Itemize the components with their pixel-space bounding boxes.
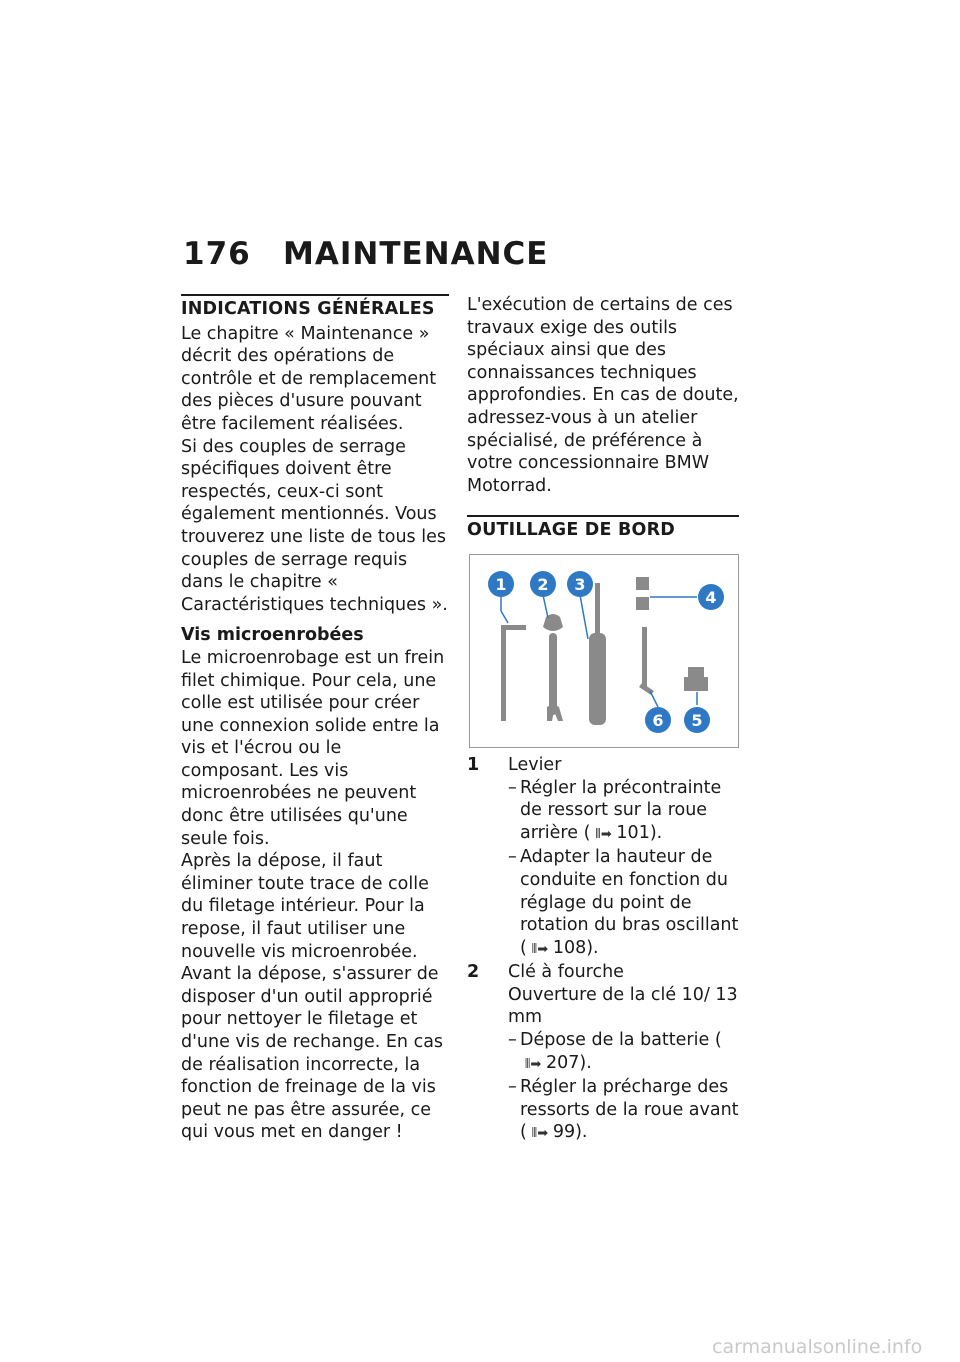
callout-label-2: 2	[537, 574, 549, 594]
legend-label: Levier	[508, 754, 562, 775]
legend-number: 1	[467, 754, 480, 775]
subsection-title: Vis microenrobées	[181, 625, 364, 646]
callout-label-6: 6	[652, 710, 664, 730]
paragraph: Après la dépose, il faut éliminer toute trace de colle du filetage intérieur. Pour la repose, il faut utiliser une nouvelle vis microenrobée. Avant la dépose, s'assurer de disposer d'un outil approprié pour nettoyer le filetage et d'une vis de rechange. En cas de réalisation incorrecte, la fonction de freinage de la vis peut ne pas être assurée, ce qui vous met en danger !	[181, 851, 444, 1143]
bullet-item: – Régler la précharge des ressorts de la roue avant ( ⦀➡ 99).	[508, 1076, 739, 1146]
callout-label-1: 1	[495, 574, 507, 594]
hex-key-tool	[639, 627, 654, 695]
page-reference-arrow-icon: ⦀➡	[531, 941, 549, 957]
toolkit-figure	[469, 554, 739, 748]
section-title-toolkit: OUTILLAGE DE BORD	[467, 515, 739, 542]
legend-item	[467, 754, 739, 961]
page-reference-arrow-icon: ⦀➡	[524, 1056, 542, 1072]
page-number: 176	[183, 236, 251, 272]
legend-sublabel: Ouverture de la clé 10/ 13 mm	[508, 984, 738, 1028]
paragraph: Le microenrobage est un frein filet chimique. Pour cela, une colle est utilisée pour créer une connexion solide entre la vis et l'écrou ou le composant. Les vis microenrobées ne peuvent donc être utilisées qu'une seule fois.	[181, 647, 445, 849]
legend-label: Clé à fourche	[508, 962, 624, 983]
page-reference-link[interactable]: 101	[616, 822, 650, 843]
callout-label-5: 5	[691, 710, 703, 730]
screwdriver-tool	[589, 583, 606, 725]
section-title-general: INDICATIONS GÉNÉRALES	[181, 294, 449, 321]
callout-label-3: 3	[574, 574, 586, 594]
page-reference-arrow-icon: ⦀➡	[531, 1126, 549, 1142]
left-column	[181, 294, 449, 1144]
callout-label-4: 4	[705, 587, 717, 607]
page-header	[183, 236, 548, 272]
legend-number: 2	[467, 962, 480, 983]
bullet-item: – Régler la précontrainte de ressort sur la roue arrière ( ⦀➡ 101).	[508, 777, 739, 847]
bit-set-tool	[636, 577, 649, 610]
page-reference-link[interactable]: 99	[552, 1122, 576, 1143]
nut-adapter-tool	[684, 667, 708, 691]
paragraph: Si des couples de serrage spécifiques doivent être respectés, ceux-ci sont également mentionnés. Vous trouverez une liste de tous les couples de serrage requis dans le chapitre « Caractéristiques techniques ».	[181, 436, 448, 615]
lever-tool	[501, 625, 526, 721]
bullet-item: – Adapter la hauteur de conduite en fonction du réglage du point de rotation du bras oscillant ( ⦀➡ 108).	[508, 846, 739, 961]
paragraph: Le chapitre « Maintenance » décrit des opérations de contrôle et de remplacement des pièces d'usure pouvant être facilement réalisées.	[181, 323, 437, 434]
chapter-title: MAINTENANCE	[283, 236, 549, 272]
page-reference-link[interactable]: 207	[546, 1052, 580, 1073]
page-reference-arrow-icon: ⦀➡	[595, 826, 612, 842]
watermark-text: carmanualsonline.info	[712, 1336, 923, 1358]
paragraph: L'exécution de certains de ces travaux exige des outils spéciaux ainsi que des connaissances techniques approfondies. En cas de doute, adressez-vous à un atelier spécialisé, de préférence à votre concessionnaire BMW Motorrad.	[467, 295, 739, 496]
toolkit-illustration	[470, 555, 738, 747]
wrench-tool	[543, 614, 563, 721]
figure-legend	[467, 754, 739, 1146]
bullet-item: – Dépose de la batterie (⦀➡ 207).	[508, 1029, 739, 1076]
right-column	[467, 294, 739, 1146]
legend-item	[467, 961, 739, 1146]
page-reference-link[interactable]: 108	[552, 937, 587, 958]
